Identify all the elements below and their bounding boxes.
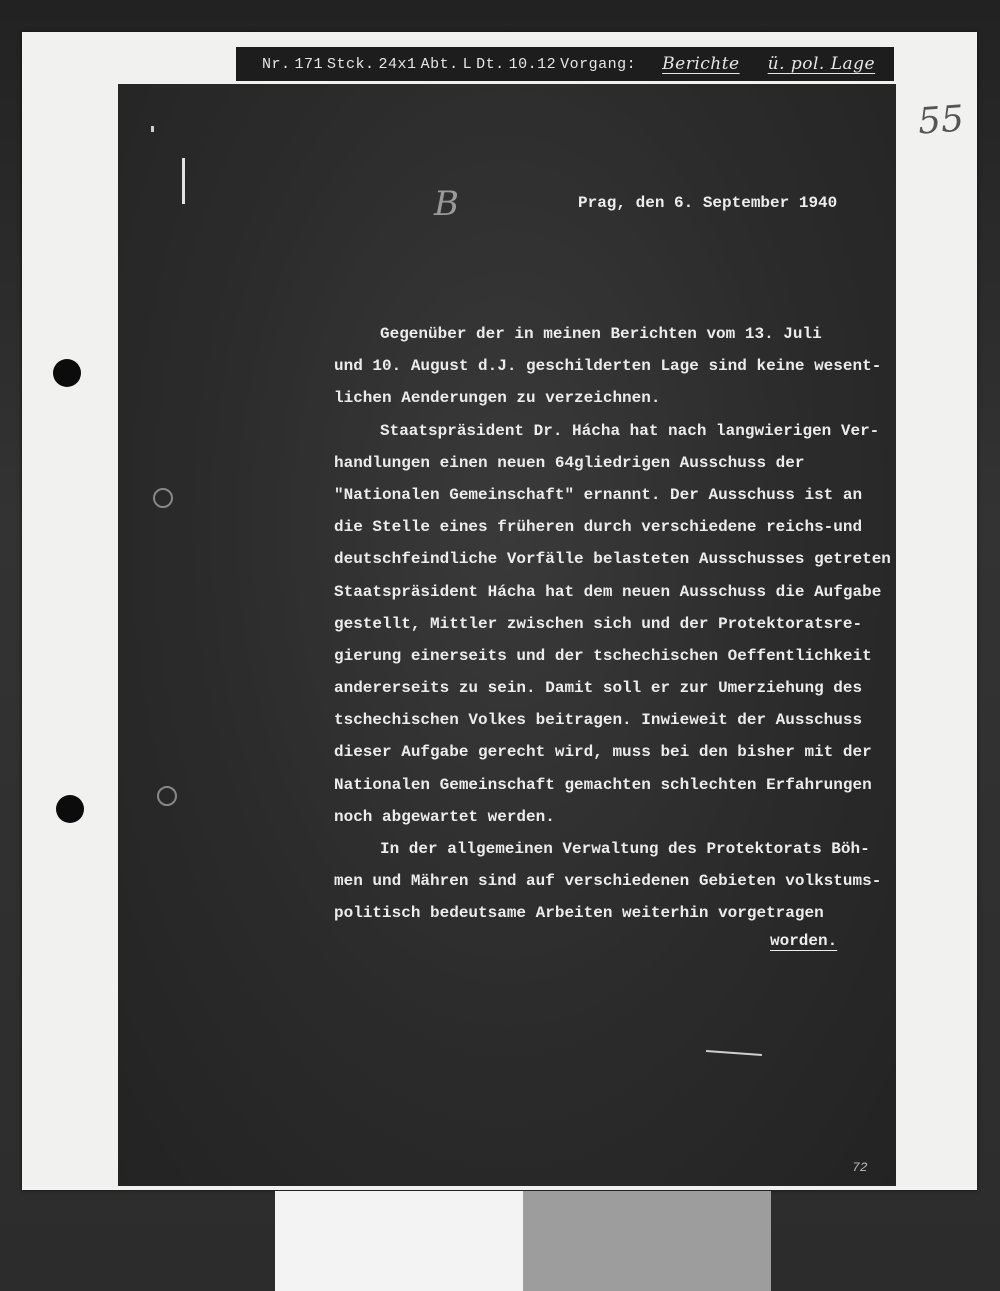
abt-value: L — [462, 55, 473, 73]
body-line: andererseits zu sein. Damit soll er zur Umerziehung des — [334, 679, 863, 698]
dt-value: 10.12 — [508, 55, 557, 73]
punch-hole-ring-top — [153, 488, 173, 508]
body-line: politisch bedeutsame Arbeiten weiterhin vorgetragen — [334, 904, 824, 923]
punch-hole-bottom — [56, 795, 84, 823]
dt-label: Dt. — [476, 55, 505, 73]
punch-hole-top — [53, 359, 81, 387]
nr-label: Nr. — [262, 55, 291, 73]
body-line: Staatspräsident Hácha hat dem neuen Ausschuss die Aufgabe — [334, 582, 882, 601]
stck-label: Stck. — [327, 55, 375, 73]
vorgang-value-handwritten-2: ü. pol. Lage — [767, 54, 876, 74]
body-line: die Stelle eines früheren durch verschiedene reichs-und — [334, 518, 863, 537]
body-line: lichen Aenderungen zu verzeichnen. — [334, 389, 661, 408]
nr-value: 171 — [294, 55, 324, 73]
body-line: Nationalen Gemeinschaft gemachten schlechten Erfahrungen — [334, 775, 872, 794]
handwritten-initial: B — [434, 184, 459, 224]
body-line: tschechischen Volkes beitragen. Inwieweit der Ausschuss — [334, 711, 863, 730]
vorgang-label: Vorgang: — [560, 55, 637, 73]
handwritten-page-number: 55 — [916, 98, 966, 143]
body-line: gestellt, Mittler zwischen sich und der Protektoratsre- — [334, 614, 863, 633]
body-line: men und Mähren sind auf verschiedenen Gebieten volkstums- — [334, 872, 882, 891]
margin-mark — [182, 158, 185, 204]
body-line: und 10. August d.J. geschilderten Lage sind keine wesent- — [334, 357, 882, 376]
margin-dot — [151, 126, 154, 132]
date-line: Prag, den 6. September 1940 — [578, 194, 838, 212]
archive-header-strip — [236, 47, 894, 81]
foot-mark: 72 — [852, 1160, 868, 1175]
abt-label: Abt. — [420, 55, 459, 73]
vorgang-value-handwritten: Berichte — [662, 54, 740, 74]
calibration-swatch-white — [275, 1191, 523, 1291]
body-line: handlungen einen neuen 64gliedrigen Ausschuss der — [334, 453, 805, 472]
body-line: dieser Aufgabe gerecht wird, muss bei den bisher mit der — [334, 743, 872, 762]
body-line: Gegenüber der in meinen Berichten vom 13. Juli — [380, 325, 822, 343]
calibration-swatch-gray — [523, 1191, 771, 1291]
body-line: Staatspräsident Dr. Hácha hat nach langwierigen Ver- — [380, 421, 880, 440]
closing-word: worden. — [770, 932, 838, 950]
body-line: "Nationalen Gemeinschaft" ernannt. Der Ausschuss ist an — [334, 485, 863, 504]
body-line: In der allgemeinen Verwaltung des Protektorats Böh- — [380, 840, 870, 858]
letter-body — [334, 318, 894, 930]
body-line: gierung einerseits und der tschechischen Oeffentlichkeit — [334, 646, 872, 665]
body-line: noch abgewartet werden. — [334, 807, 555, 826]
punch-hole-ring-bottom — [157, 786, 177, 806]
body-line: deutschfeindliche Vorfälle belasteten Ausschusses getreten — [334, 550, 891, 569]
stck-value: 24x1 — [378, 55, 417, 73]
